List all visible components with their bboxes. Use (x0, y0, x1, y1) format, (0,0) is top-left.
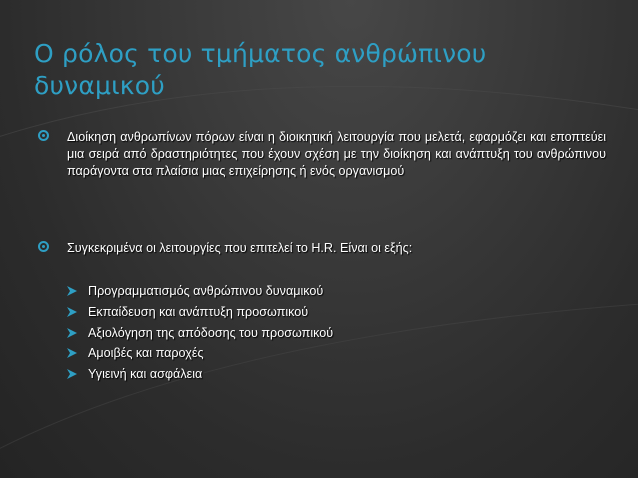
sub-bullet-text: Εκπαίδευση και ανάπτυξη προσωπικού (88, 304, 309, 319)
ring-bullet-icon (38, 241, 49, 252)
sub-bullet-text: Προγραμματισμός ανθρώπινου δυναμικού (88, 284, 324, 298)
sub-bullet-text: Υγιεινή και ασφάλεια (88, 367, 203, 382)
sub-bullet-text: Αμοιβές και παροχές (88, 346, 204, 361)
sub-bullet-item (66, 325, 466, 346)
arrow-bullet-icon (66, 285, 78, 297)
sub-bullet-item (66, 283, 466, 304)
sub-bullet-item (66, 304, 466, 325)
bullet-text: Συγκεκριμένα οι λειτουργίες που επιτελεί το H.R. Είναι οι εξής: (67, 241, 413, 255)
sub-bullet-item (66, 345, 466, 366)
ring-bullet-icon (38, 130, 49, 141)
sub-bullet-text: Αξιολόγηση της απόδοσης του προσωπικού (88, 325, 334, 340)
bullet-text: Διοίκηση ανθρωπίνων πόρων είναι η διοικητική λειτουργία που μελετά, εφαρμόζει και εποπτεύει μια σειρά από δραστηριότητες που έχουν σχέση με την διοίκηση και ανάπτυξη του ανθρώπινου παράγοντα στα πλαίσια μιας επιχείρησης ή ενός οργανισμού (67, 130, 606, 178)
arrow-bullet-icon (66, 347, 78, 359)
sub-bullet-list (66, 283, 466, 387)
arrow-bullet-icon (66, 327, 78, 339)
sub-bullet-item (66, 366, 466, 387)
arrow-bullet-icon (66, 368, 78, 380)
arrow-bullet-icon (66, 306, 78, 318)
slide-title: Ο ρόλος του τμήματος ανθρώπινου δυναμικού (34, 39, 487, 100)
